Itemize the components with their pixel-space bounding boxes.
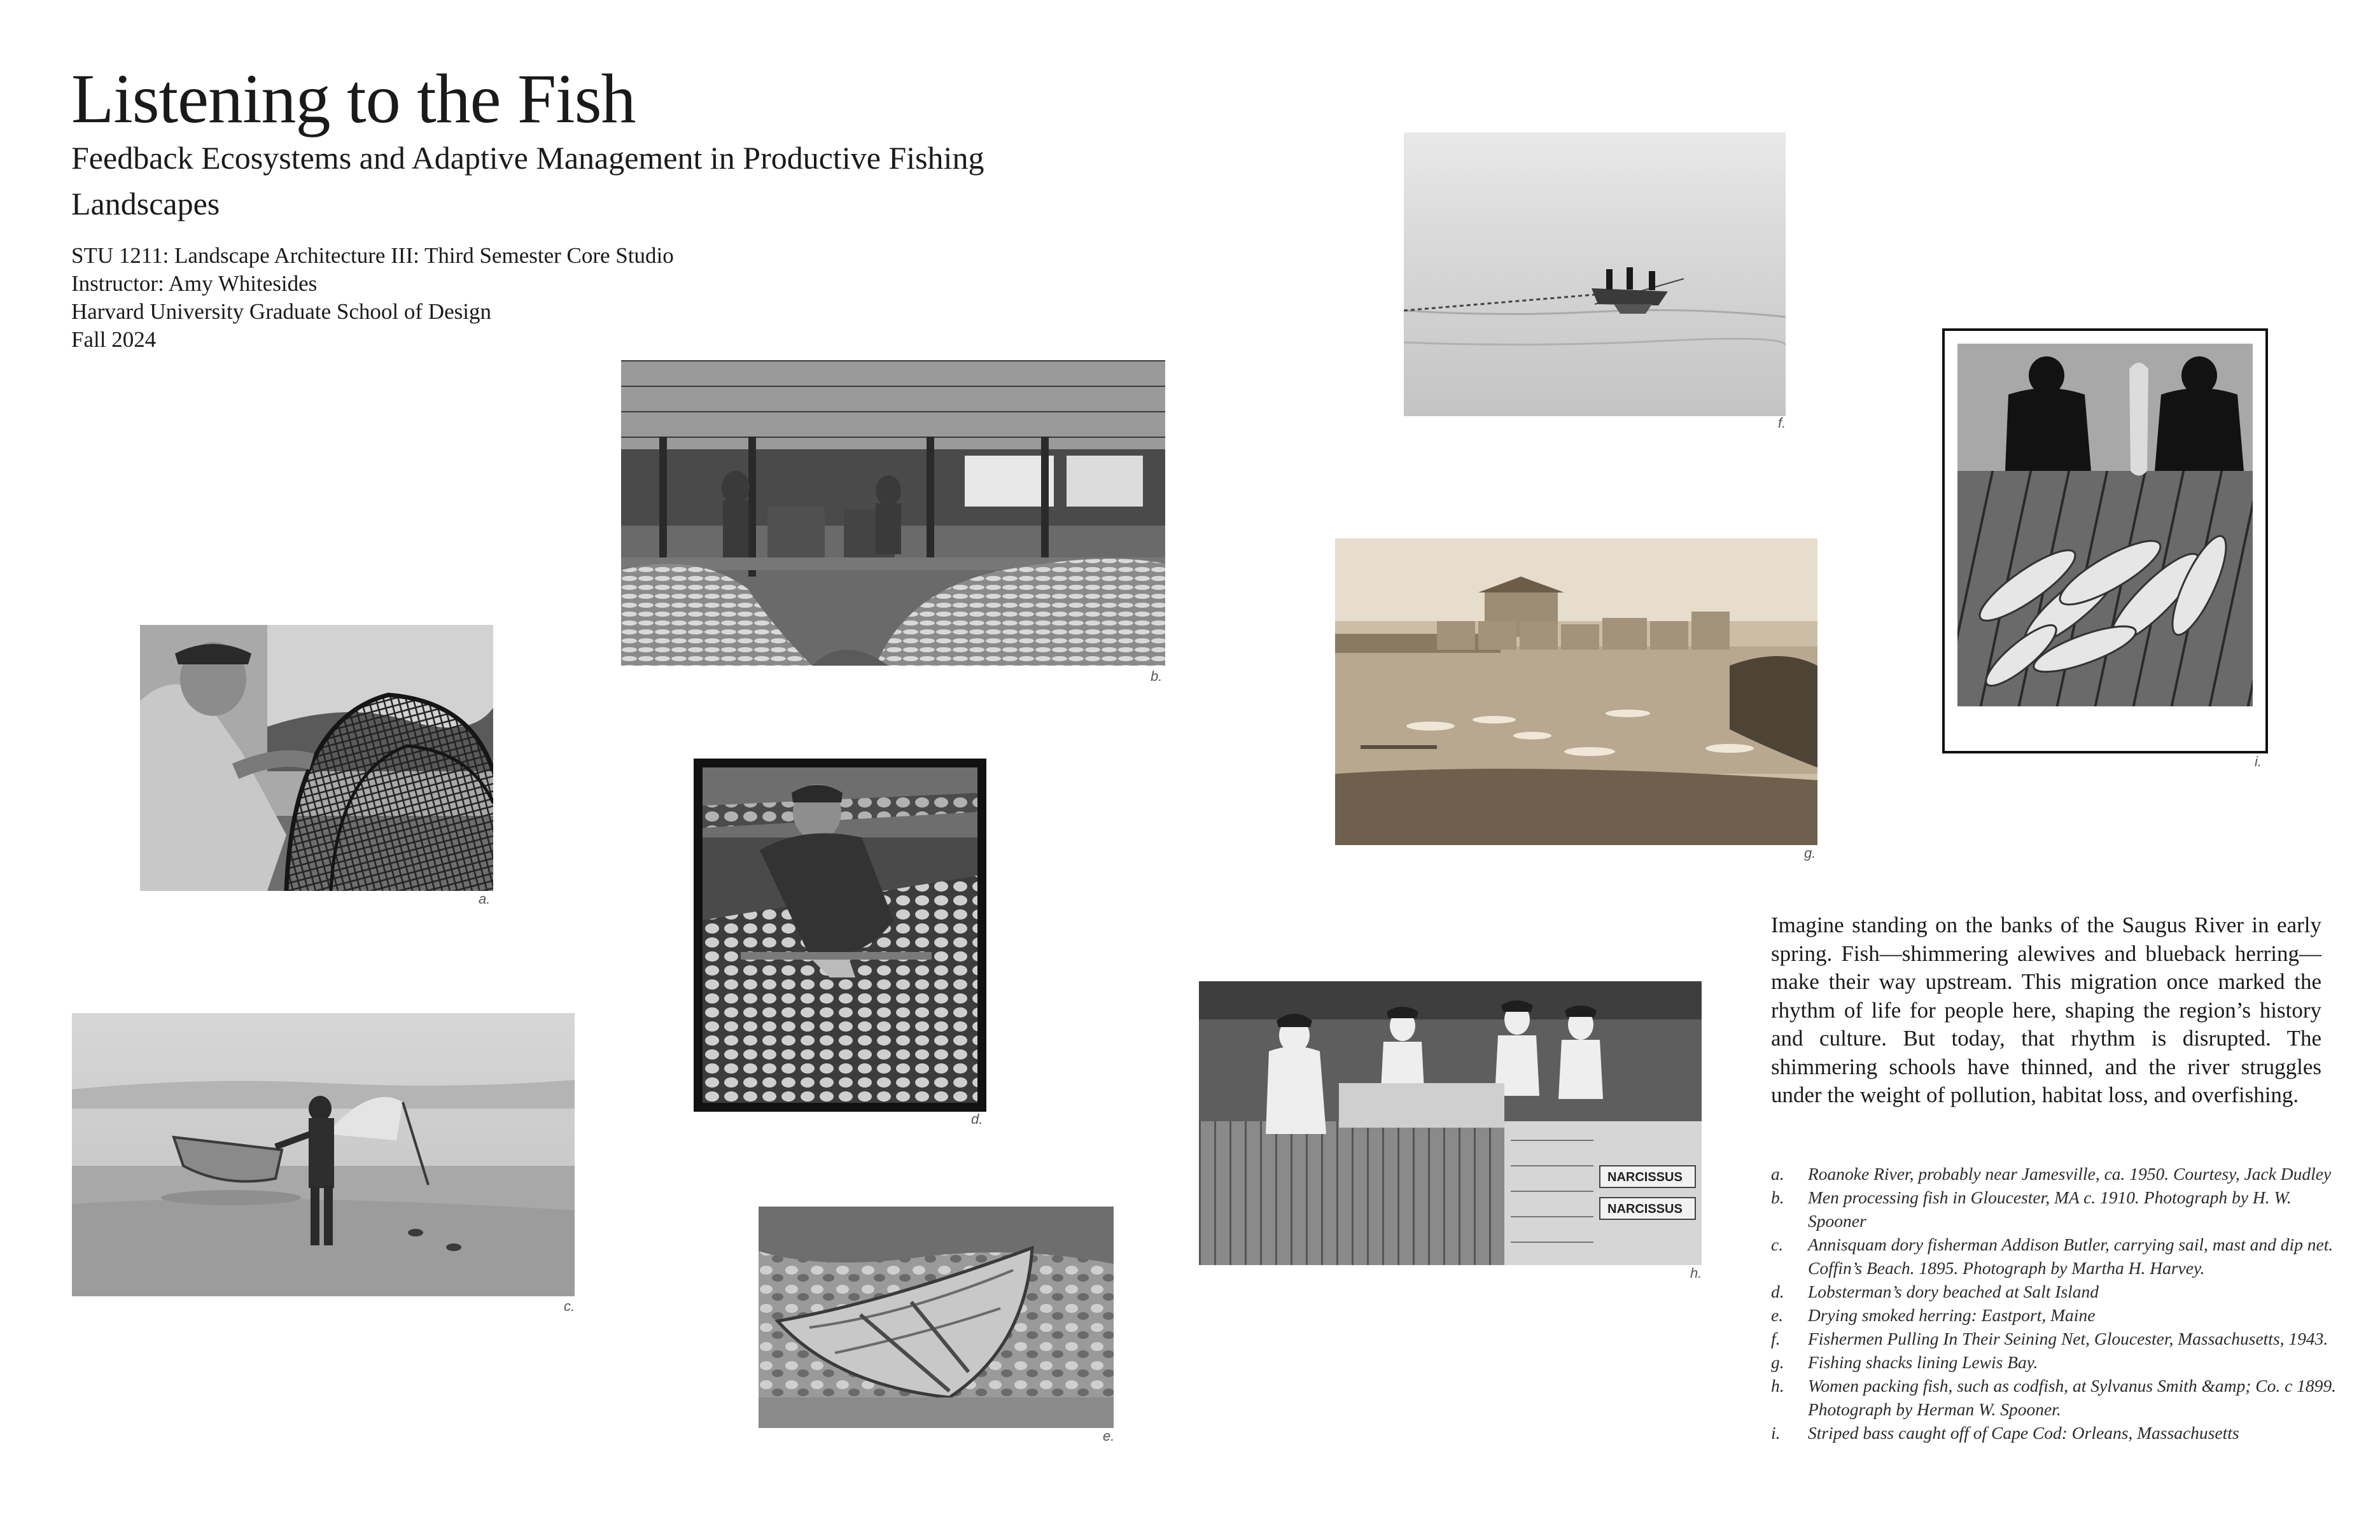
- photo-a-fisherman-mending-trap: [140, 625, 493, 891]
- photo-captions-list: [1771, 1162, 2344, 1445]
- photo-c-label: c.: [564, 1298, 575, 1314]
- caption-a: a. Roanoke River, probably near Jamesville, ca. 1950. Courtesy, Jack Dudley: [1771, 1164, 2332, 1184]
- page-subtitle: Feedback Ecosystems and Adaptive Management in Productive Fishing Landscapes: [71, 140, 984, 221]
- photo-d-drying-herring: [694, 759, 986, 1112]
- photo-g-label: g.: [1804, 845, 1816, 861]
- photo-h-label: h.: [1690, 1265, 1702, 1281]
- photo-f-label: f.: [1778, 415, 1786, 431]
- caption-c: c. Annisquam dory fisherman Addison Butler, carrying sail, mast and dip net. Coffin’s Beach. 1895. Photograph by Martha H. Harvey.: [1771, 1235, 2334, 1278]
- photo-h-women-packing-fish: [1199, 981, 1702, 1265]
- photo-e-label: e.: [1103, 1428, 1115, 1444]
- course-line: STU 1211: Landscape Architecture III: Third Semester Core Studio: [71, 243, 674, 268]
- caption-f: f. Fishermen Pulling In Their Seining Net, Gloucester, Massachusetts, 1943.: [1771, 1329, 2328, 1348]
- photo-i-striped-bass: [1942, 328, 2268, 753]
- caption-e: e. Drying smoked herring: Eastport, Maine: [1771, 1305, 2096, 1325]
- photo-i-label: i.: [2255, 753, 2262, 769]
- school-line: Harvard University Graduate School of Design: [71, 299, 491, 324]
- photo-b-fish-processing-shed: [621, 360, 1165, 666]
- photo-h-box-text-1: NARCISSUS: [1607, 1170, 1683, 1184]
- course-info: [71, 242, 674, 354]
- photo-d-label: d.: [971, 1111, 983, 1127]
- caption-i: i. Striped bass caught off of Cape Cod: Orleans, Massachusetts: [1771, 1423, 2239, 1443]
- photo-h-box-text-2: NARCISSUS: [1607, 1202, 1683, 1216]
- photo-f-seining-net: [1404, 132, 1786, 416]
- photo-e-beached-dory: [759, 1207, 1114, 1428]
- instructor-line: Instructor: Amy Whitesides: [71, 271, 318, 296]
- caption-b: b. Men processing fish in Gloucester, MA c. 1910. Photograph by H. W. Spooner: [1771, 1187, 2292, 1231]
- photo-g-lewis-bay-shacks: [1335, 538, 1817, 845]
- page-title: Listening to the Fish: [71, 60, 636, 137]
- photo-c-dory-fisherman-beach: [72, 1013, 575, 1296]
- photo-b-label: b.: [1151, 668, 1163, 684]
- caption-h: h. Women packing fish, such as codfish, at Sylvanus Smith &amp; Co. c 1899. Photograph by Herman W. Spooner.: [1771, 1376, 2337, 1419]
- intro-paragraph: Imagine standing on the banks of the Saugus River in early spring. Fish—shimmering alewives and blueback herring—make their way upstream. This migration once marked the rhythm of life for people here, shaping the region’s history and culture. But today, that rhythm is disrupted. The shimmering schools have thinned, and the river struggles under the weight of pollution, habitat loss, and overfishing.: [1771, 913, 2321, 1107]
- caption-g: g. Fishing shacks lining Lewis Bay.: [1771, 1352, 2038, 1372]
- caption-d: d. Lobsterman’s dory beached at Salt Island: [1771, 1282, 2099, 1301]
- term-line: Fall 2024: [71, 327, 157, 352]
- photo-a-label: a.: [479, 891, 491, 907]
